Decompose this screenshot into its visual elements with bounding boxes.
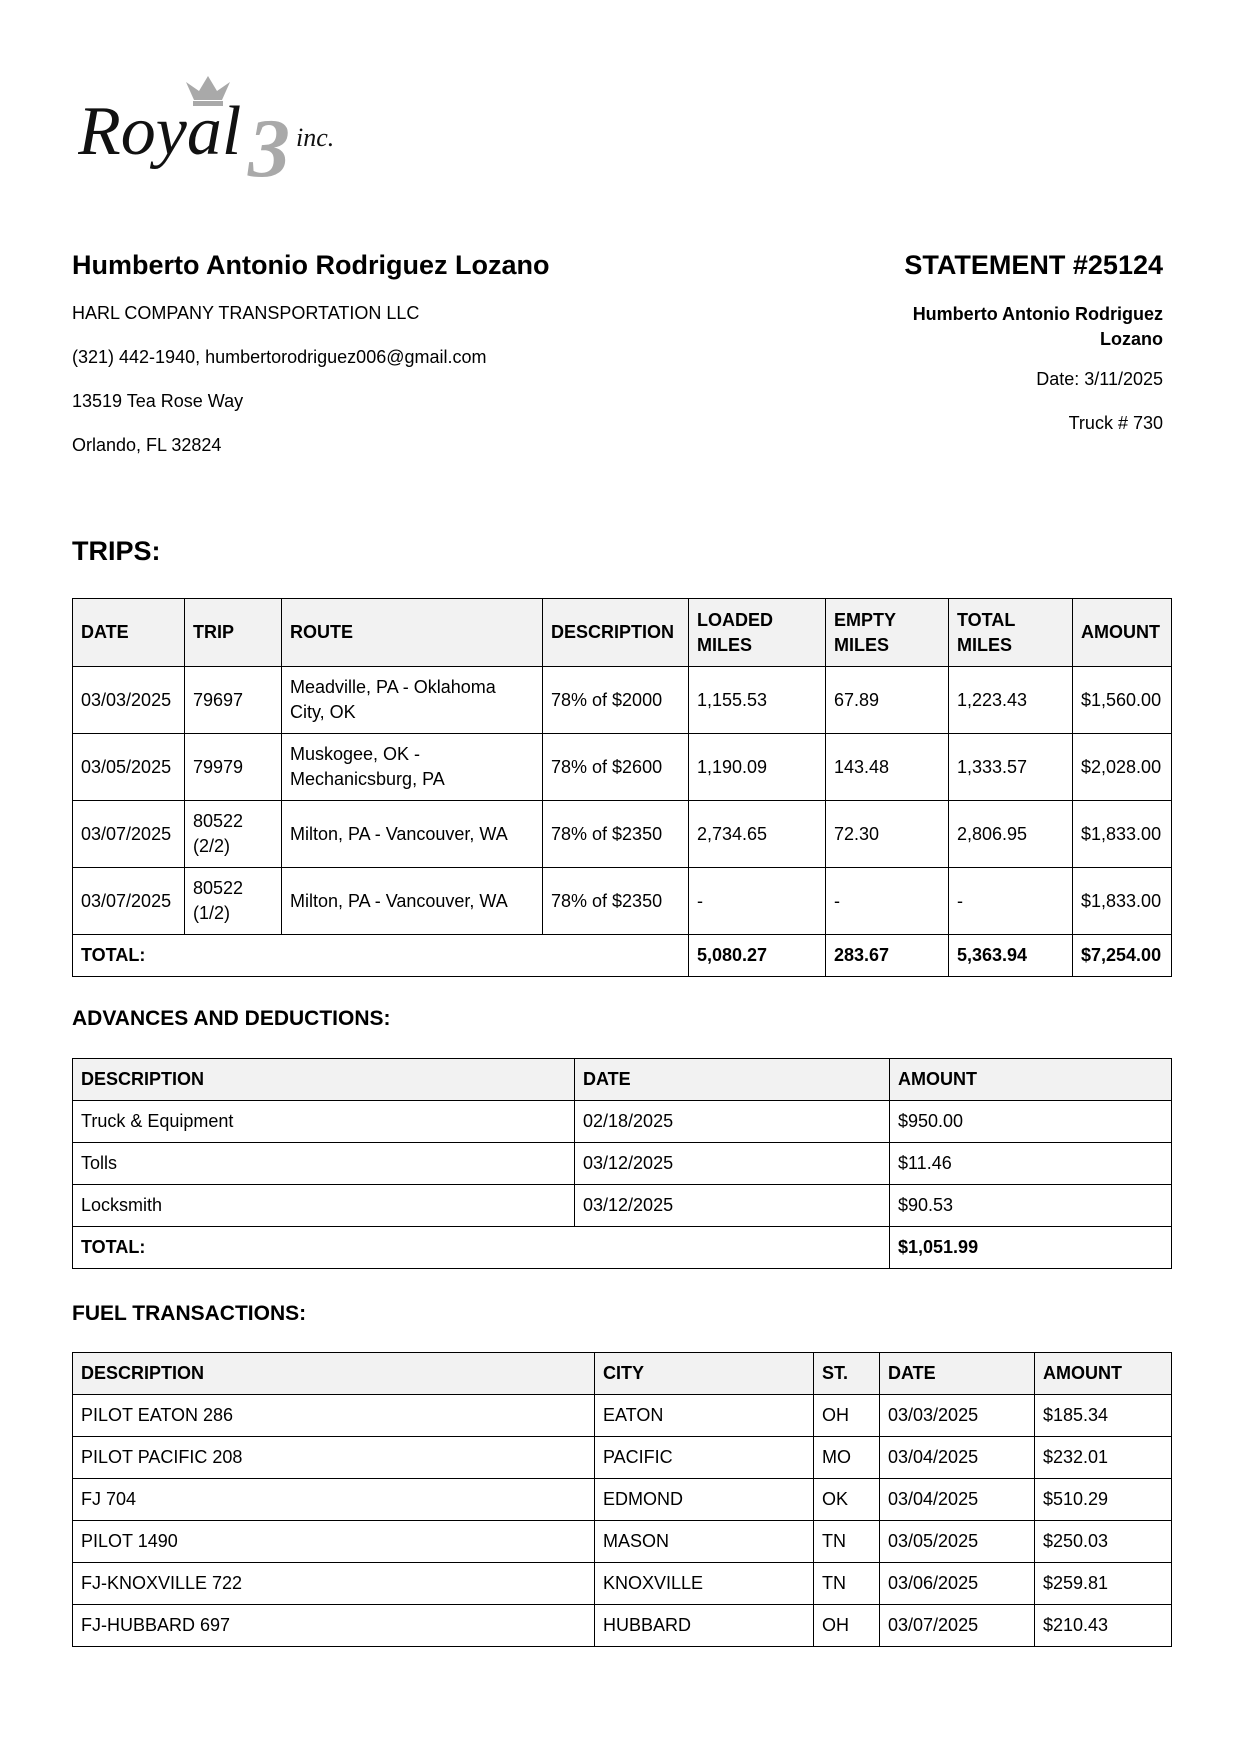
- table-row: [73, 1185, 1172, 1227]
- trips-total-row: [73, 935, 1172, 977]
- table-row: [73, 1563, 1172, 1605]
- deduction-amount: $11.46: [890, 1143, 1172, 1185]
- trip-date: 03/03/2025: [73, 667, 185, 734]
- trip-amount: $1,560.00: [1073, 667, 1172, 734]
- table-row: [73, 1437, 1172, 1479]
- column-header-amount: AMOUNT: [890, 1059, 1172, 1101]
- trip-number: 80522 (1/2): [185, 868, 282, 935]
- trip-date: 03/07/2025: [73, 801, 185, 868]
- deduction-description: Truck & Equipment: [73, 1101, 575, 1143]
- driver-name: Humberto Antonio Rodriguez Lozano: [72, 250, 550, 280]
- trip-loaded-miles: 1,155.53: [689, 667, 826, 734]
- logo-brand: Royal: [78, 93, 242, 170]
- deduction-date: 03/12/2025: [575, 1185, 890, 1227]
- address-line-1: 13519 Tea Rose Way: [72, 391, 244, 411]
- trip-total-miles: 1,223.43: [949, 667, 1073, 734]
- column-header-total-miles: TOTAL MILES: [949, 599, 1073, 667]
- trip-date: 03/07/2025: [73, 868, 185, 935]
- trip-amount: $2,028.00: [1073, 734, 1172, 801]
- trips-total-amount: $7,254.00: [1073, 935, 1172, 977]
- column-header-date: DATE: [73, 599, 185, 667]
- table-row: [73, 1479, 1172, 1521]
- advances-total-amount: $1,051.99: [890, 1227, 1172, 1269]
- trip-loaded-miles: 1,190.09: [689, 734, 826, 801]
- trip-empty-miles: 67.89: [826, 667, 949, 734]
- fuel-city: EATON: [595, 1395, 814, 1437]
- fuel-description: FJ-KNOXVILLE 722: [73, 1563, 595, 1605]
- trip-date: 03/05/2025: [73, 734, 185, 801]
- column-header-loaded-miles: LOADED MILES: [689, 599, 826, 667]
- fuel-amount: $210.43: [1035, 1605, 1172, 1647]
- column-header-description: DESCRIPTION: [543, 599, 689, 667]
- trip-empty-miles: 72.30: [826, 801, 949, 868]
- fuel-date: 03/06/2025: [880, 1563, 1035, 1605]
- fuel-amount: $232.01: [1035, 1437, 1172, 1479]
- trip-description: 78% of $2350: [543, 868, 689, 935]
- trip-description: 78% of $2600: [543, 734, 689, 801]
- fuel-city: PACIFIC: [595, 1437, 814, 1479]
- fuel-date: 03/07/2025: [880, 1605, 1035, 1647]
- table-row: [73, 667, 1172, 734]
- trip-route: Muskogee, OK - Mechanicsburg, PA: [282, 734, 543, 801]
- fuel-date: 03/03/2025: [880, 1395, 1035, 1437]
- deduction-amount: $90.53: [890, 1185, 1172, 1227]
- column-header-description: DESCRIPTION: [73, 1059, 575, 1101]
- column-header-description: DESCRIPTION: [73, 1353, 595, 1395]
- trip-loaded-miles: 2,734.65: [689, 801, 826, 868]
- table-row: [73, 1605, 1172, 1647]
- company-logo: [78, 76, 378, 188]
- statement-info: [743, 248, 1163, 456]
- table-row: [73, 1521, 1172, 1563]
- trip-amount: $1,833.00: [1073, 868, 1172, 935]
- column-header-trip: TRIP: [185, 599, 282, 667]
- logo-numeral: 3: [248, 102, 290, 188]
- fuel-amount: $250.03: [1035, 1521, 1172, 1563]
- deduction-date: 02/18/2025: [575, 1101, 890, 1143]
- trip-route: Meadville, PA - Oklahoma City, OK: [282, 667, 543, 734]
- table-header-row: [73, 599, 1172, 667]
- trip-amount: $1,833.00: [1073, 801, 1172, 868]
- trip-number: 79979: [185, 734, 282, 801]
- trips-total-label: TOTAL:: [73, 935, 689, 977]
- column-header-empty-miles: EMPTY MILES: [826, 599, 949, 667]
- trip-route: Milton, PA - Vancouver, WA: [282, 868, 543, 935]
- trip-number: 79697: [185, 667, 282, 734]
- statement-date: Date: 3/11/2025: [1036, 369, 1163, 389]
- fuel-state: OK: [814, 1479, 880, 1521]
- trip-description: 78% of $2000: [543, 667, 689, 734]
- table-row: [73, 1101, 1172, 1143]
- fuel-city: MASON: [595, 1521, 814, 1563]
- address-line-2: Orlando, FL 32824: [72, 435, 222, 455]
- trip-number: 80522 (2/2): [185, 801, 282, 868]
- trip-loaded-miles: -: [689, 868, 826, 935]
- fuel-city: HUBBARD: [595, 1605, 814, 1647]
- fuel-amount: $510.29: [1035, 1479, 1172, 1521]
- fuel-state: TN: [814, 1563, 880, 1605]
- logo-suffix: inc.: [296, 123, 335, 152]
- column-header-city: CITY: [595, 1353, 814, 1395]
- advances-heading: ADVANCES AND DEDUCTIONS:: [72, 1007, 391, 1030]
- fuel-heading: FUEL TRANSACTIONS:: [72, 1302, 307, 1325]
- fuel-state: MO: [814, 1437, 880, 1479]
- column-header-amount: AMOUNT: [1035, 1353, 1172, 1395]
- fuel-date: 03/04/2025: [880, 1437, 1035, 1479]
- advances-total-label: TOTAL:: [73, 1227, 890, 1269]
- contact-info: (321) 442-1940, humbertorodriguez006@gmail.com: [72, 347, 487, 367]
- fuel-state: OH: [814, 1395, 880, 1437]
- trips-total-empty: 283.67: [826, 935, 949, 977]
- trips-total-loaded: 5,080.27: [689, 935, 826, 977]
- table-row: [73, 868, 1172, 935]
- advances-table: [72, 1058, 1172, 1269]
- fuel-description: PILOT PACIFIC 208: [73, 1437, 595, 1479]
- fuel-date: 03/05/2025: [880, 1521, 1035, 1563]
- table-row: [73, 1395, 1172, 1437]
- trip-empty-miles: 143.48: [826, 734, 949, 801]
- column-header-date: DATE: [575, 1059, 890, 1101]
- column-header-state: ST.: [814, 1353, 880, 1395]
- fuel-table: [72, 1352, 1172, 1647]
- deduction-amount: $950.00: [890, 1101, 1172, 1143]
- trip-total-miles: 2,806.95: [949, 801, 1073, 868]
- trip-empty-miles: -: [826, 868, 949, 935]
- fuel-state: TN: [814, 1521, 880, 1563]
- fuel-city: EDMOND: [595, 1479, 814, 1521]
- trip-total-miles: -: [949, 868, 1073, 935]
- column-header-date: DATE: [880, 1353, 1035, 1395]
- trips-total-miles: 5,363.94: [949, 935, 1073, 977]
- fuel-description: FJ 704: [73, 1479, 595, 1521]
- trip-description: 78% of $2350: [543, 801, 689, 868]
- deduction-description: Locksmith: [73, 1185, 575, 1227]
- trip-total-miles: 1,333.57: [949, 734, 1073, 801]
- fuel-date: 03/04/2025: [880, 1479, 1035, 1521]
- table-header-row: [73, 1059, 1172, 1101]
- driver-info: [72, 248, 712, 478]
- table-row: [73, 1143, 1172, 1185]
- fuel-amount: $259.81: [1035, 1563, 1172, 1605]
- truck-number: Truck # 730: [1068, 413, 1163, 433]
- trip-route: Milton, PA - Vancouver, WA: [282, 801, 543, 868]
- advances-total-row: [73, 1227, 1172, 1269]
- fuel-state: OH: [814, 1605, 880, 1647]
- deduction-date: 03/12/2025: [575, 1143, 890, 1185]
- table-header-row: [73, 1353, 1172, 1395]
- column-header-route: ROUTE: [282, 599, 543, 667]
- statement-recipient: Humberto Antonio Rodriguez Lozano: [912, 304, 1163, 349]
- fuel-description: PILOT EATON 286: [73, 1395, 595, 1437]
- fuel-amount: $185.34: [1035, 1395, 1172, 1437]
- trips-heading: TRIPS:: [72, 536, 161, 566]
- statement-title: STATEMENT #25124: [904, 250, 1163, 280]
- deduction-description: Tolls: [73, 1143, 575, 1185]
- company-name: HARL COMPANY TRANSPORTATION LLC: [72, 303, 420, 323]
- fuel-city: KNOXVILLE: [595, 1563, 814, 1605]
- table-row: [73, 734, 1172, 801]
- column-header-amount: AMOUNT: [1073, 599, 1172, 667]
- fuel-description: FJ-HUBBARD 697: [73, 1605, 595, 1647]
- fuel-description: PILOT 1490: [73, 1521, 595, 1563]
- table-row: [73, 801, 1172, 868]
- trips-table: [72, 598, 1172, 977]
